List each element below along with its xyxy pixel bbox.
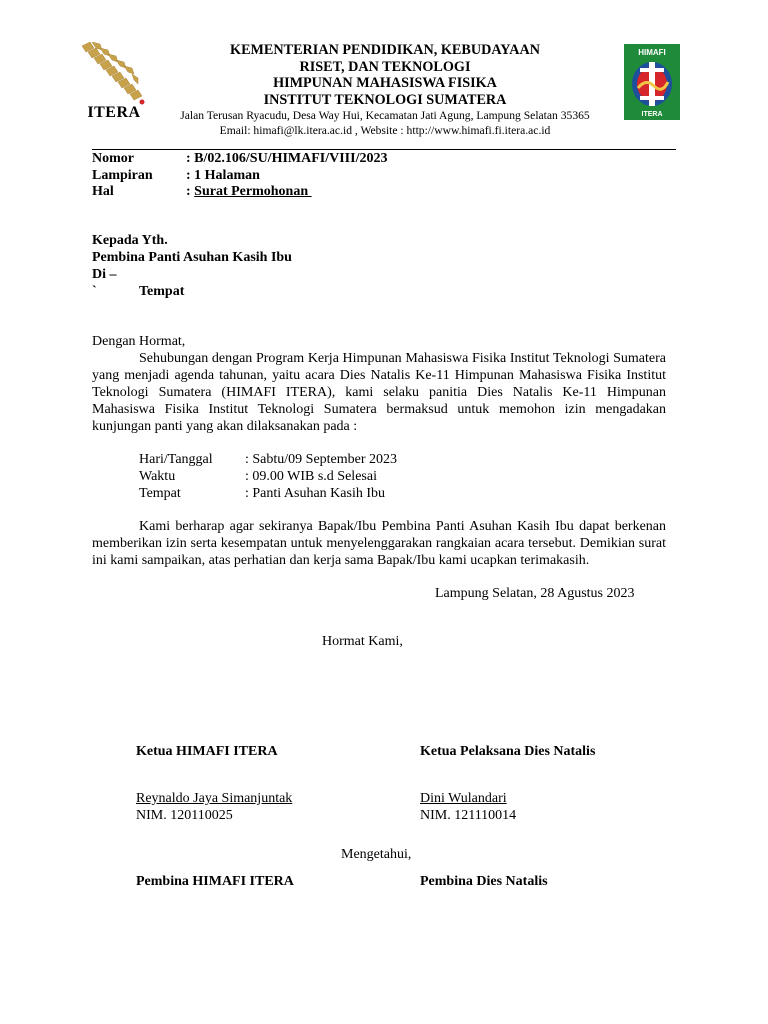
paragraph-1: Sehubungan dengan Program Kerja Himpunan Mahasiswa Fisika Institut Teknologi Sumatera yang menjadi agenda tahunan, yaitu acara Dies Natalis Ke-11 Himpunan Mahasiswa Fisika Institut Teknologi Sumatera (HIMAFI ITERA), kami selaku panitia Dies Natalis Ke-11 Himpunan Mahasiswa Fisika Institut Teknologi Sumatera bermaksud untuk memohon izin mengadakan kunjungan panti yang akan dilaksanakan pada : (92, 351, 666, 434)
meta-hal-value-wrap (186, 184, 312, 201)
signer-left-name: Reynaldo Jaya Simanjuntak (136, 791, 293, 806)
header-divider (92, 149, 676, 150)
letterhead-line-3: HIMPUNAN MAHASISWA FISIKA (273, 75, 497, 91)
letterhead-line-2: RISET, DAN TEKNOLOGI (299, 58, 471, 75)
paragraph-2: Kami berharap agar sekiranya Bapak/Ibu Pembina Panti Asuhan Kasih Ibu dapat berkenan memberikan izin serta kesempatan untuk menyelenggarakan rangkaian acara tersebut. Demikian surat ini kami sampaikan, atas perhatian dan kerja sama Bapak/Ibu kami ucapkan terimakasih. (92, 519, 666, 568)
detail-value: : Panti Asuhan Kasih Ibu (245, 486, 385, 501)
meta-hal-prefix: : (186, 184, 195, 199)
itera-emblem-icon (80, 42, 146, 106)
signer-right-nim: NIM. 121110014 (420, 808, 517, 823)
meta-lampiran-value: : 1 Halaman (186, 167, 260, 183)
letterhead-address: Jalan Terusan Ryacudu, Desa Way Hui, Kecamatan Jati Agung, Lampung Selatan 35365 (180, 109, 590, 122)
meta-lampiran-label: Lampiran (92, 167, 153, 183)
recipient-place: Tempat (139, 284, 185, 299)
letterhead (150, 42, 620, 138)
event-details (139, 451, 539, 502)
detail-row (139, 451, 539, 468)
detail-label: Tempat (139, 486, 181, 501)
himafi-logo (624, 44, 680, 120)
recipient-line-4 (92, 283, 292, 300)
himafi-emblem-icon (624, 44, 680, 120)
letterhead-line-1: KEMENTERIAN PENDIDIKAN, KEBUDAYAAN (230, 42, 540, 58)
letterhead-line-4: INSTITUT TEKNOLOGI SUMATERA (263, 91, 507, 108)
meta-nomor-value: : B/02.106/SU/HIMAFI/VIII/2023 (186, 151, 388, 166)
detail-value: : 09.00 WIB s.d Selesai (245, 469, 377, 484)
himafi-logo-text-top: HIMAFI (638, 48, 666, 57)
meta-hal-label: Hal (92, 184, 114, 199)
advisor-left-title: Pembina HIMAFI ITERA (136, 874, 294, 889)
hormat-kami: Hormat Kami, (322, 634, 403, 649)
himafi-logo-text-bottom: ITERA (641, 111, 663, 118)
detail-value: : Sabtu/09 September 2023 (245, 452, 398, 467)
detail-label: Waktu (139, 469, 176, 484)
recipient-line-2: Pembina Panti Asuhan Kasih Ibu (92, 250, 292, 265)
recipient-block (92, 232, 292, 300)
detail-row (139, 485, 539, 502)
mengetahui: Mengetahui, (341, 847, 412, 862)
signer-left-title: Ketua HIMAFI ITERA (136, 744, 278, 759)
detail-label: Hari/Tanggal (139, 452, 213, 467)
signer-right-title: Ketua Pelaksana Dies Natalis (420, 744, 596, 759)
itera-logo-text: ITERA (87, 104, 141, 121)
place-date: Lampung Selatan, 28 Agustus 2023 (435, 586, 635, 601)
greeting: Dengan Hormat, (92, 334, 186, 349)
recipient-line-4-mark: ` (92, 284, 97, 299)
advisor-right-title: Pembina Dies Natalis (420, 874, 548, 889)
signer-left-nim: NIM. 120110025 (136, 808, 233, 823)
itera-logo (78, 42, 150, 122)
detail-row (139, 468, 539, 485)
recipient-line-1: Kepada Yth. (92, 233, 168, 248)
signer-right-name: Dini Wulandari (420, 791, 507, 806)
letterhead-contact: Email: himafi@lk.itera.ac.id , Website : http://www.himafi.fi.itera.ac.id (219, 124, 551, 137)
meta-hal-value: Surat Permohonan (194, 184, 312, 199)
recipient-line-3: Di – (92, 267, 117, 282)
meta-nomor-label: Nomor (92, 151, 134, 166)
